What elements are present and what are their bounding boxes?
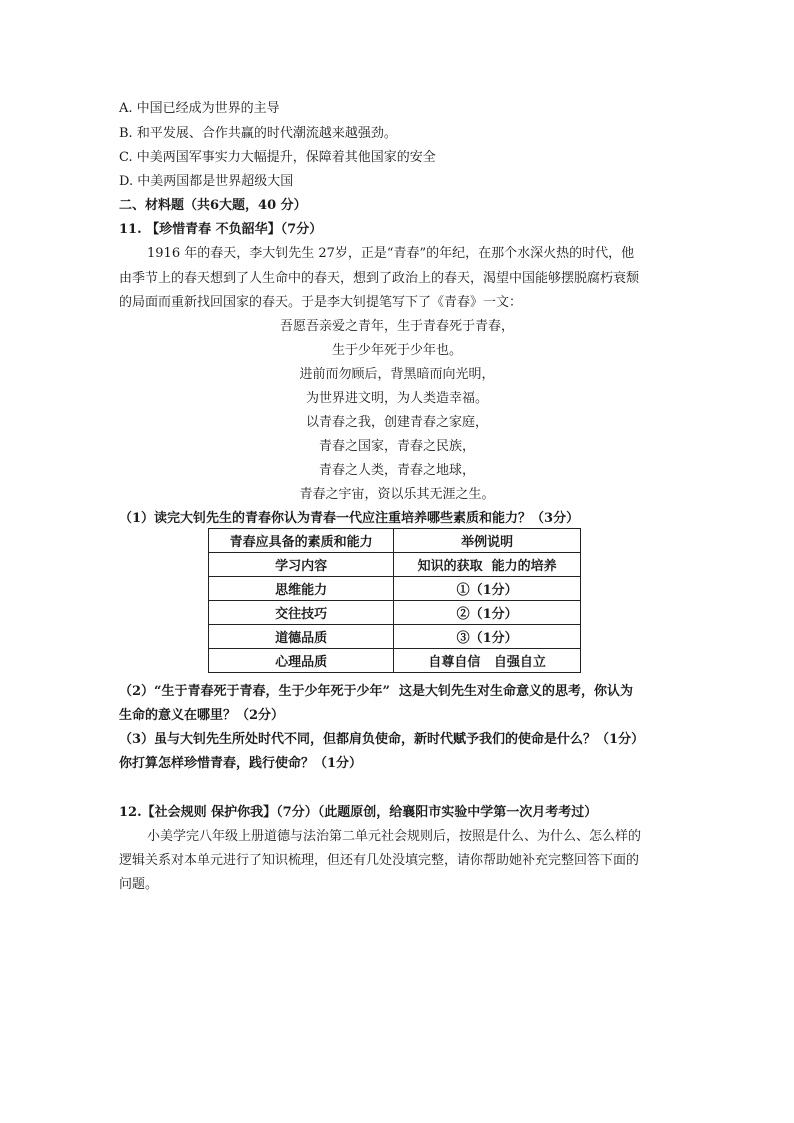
table-cell: ①（1分） (394, 577, 581, 601)
table-header-cell: 举例说明 (394, 529, 581, 553)
q11-sub-question-2-line-1: （2）“生于青春死于青春，生于少年死于少年” 这是大钊先生对生命意义的思考，你认为 (119, 684, 634, 699)
choice-d: D. 中美两国都是世界超级大国 (119, 174, 294, 189)
q11-intro-line-1: 1916 年的春天，李大钊先生 27岁，正是“青春”的年纪，在那个水深火热的时代，他 (147, 246, 635, 261)
table-cell: 思维能力 (209, 577, 394, 601)
choice-a: A. 中国已经成为世界的主导 (119, 101, 280, 116)
qualities-table (208, 528, 581, 673)
table-cell: ②（1分） (394, 601, 581, 625)
q12-paragraph-line-1: 小美学完八年级上册道德与法治第二单元社会规则后，按照是什么、为什么、怎么样的 (147, 829, 642, 844)
table-cell: 道德品质 (209, 625, 394, 649)
poem-line: 为世界进文明，为人类造幸福。 (305, 391, 488, 406)
table-cell: 自尊自信 自强自立 (394, 649, 581, 673)
table-row (209, 577, 581, 601)
q11-sub-question-1: （1）读完大钊先生的青春你认为青春一代应注重培养哪些素质和能力？（3分） (119, 511, 580, 526)
poem-line: 青春之国家，青春之民族， (318, 439, 475, 454)
q12-paragraph-line-2: 逻辑关系对本单元进行了知识梳理，但还有几处没填完整，请你帮助她补充完整回答下面的 (119, 853, 640, 868)
poem-line: 青春之人类，青春之地球， (318, 463, 475, 478)
poem-line: 以青春之我，创建青春之家庭， (305, 415, 488, 430)
table-cell: 交往技巧 (209, 601, 394, 625)
poem-line: 生于少年死于少年也。 (331, 343, 462, 358)
q11-sub-question-2-line-2: 生命的意义在哪里？（2分） (119, 708, 285, 723)
table-cell: ③（1分） (394, 625, 581, 649)
poem-line: 青春之宇宙，资以乐其无涯之生。 (299, 487, 495, 502)
choice-c: C. 中美两国军事实力大幅提升，保障着其他国家的安全 (119, 150, 436, 165)
table-cell: 心理品质 (209, 649, 394, 673)
section-title: 二、材料题（共6大题，40 分） (119, 198, 307, 213)
q11-intro-line-2: 由季节上的春天想到了人生命中的春天，想到了政治上的春天，渴望中国能够摆脱腐朽衰颓 (119, 271, 640, 286)
q11-sub-question-3-line-1: （3）虽与大钊先生所处时代不同，但都肩负使命，新时代赋予我们的使命是什么？（1分） (119, 732, 645, 747)
table-row (209, 625, 581, 649)
table-row (209, 553, 581, 577)
table-header-row (209, 529, 581, 553)
q11-intro-line-3: 的局面而重新找回国家的春天。于是李大钊提笔写下了《青春》一文： (119, 295, 523, 310)
q11-sub-question-3-line-2: 你打算怎样珍惜青春，践行使命？（1分） (119, 756, 363, 771)
poem-line: 进前而勿顾后，背黑暗而向光明， (299, 367, 495, 382)
poem-line: 吾愿吾亲爱之青年，生于青春死于青春， (279, 319, 514, 334)
table-cell: 知识的获取 能力的培养 (394, 553, 581, 577)
table-row (209, 601, 581, 625)
table-row (209, 649, 581, 673)
q11-heading: 11. 【珍惜青春 不负韶华】（7分） (119, 222, 323, 237)
table-cell: 学习内容 (209, 553, 394, 577)
table-header-cell: 青春应具备的素质和能力 (209, 529, 394, 553)
q12-paragraph-line-3: 问题。 (119, 877, 159, 892)
choice-b: B. 和平发展、合作共赢的时代潮流越来越强劲。 (119, 126, 397, 141)
q12-heading: 12.【社会规则 保护你我】（7分）（此题原创，给襄阳市实验中学第一次月考考过） (119, 805, 598, 820)
